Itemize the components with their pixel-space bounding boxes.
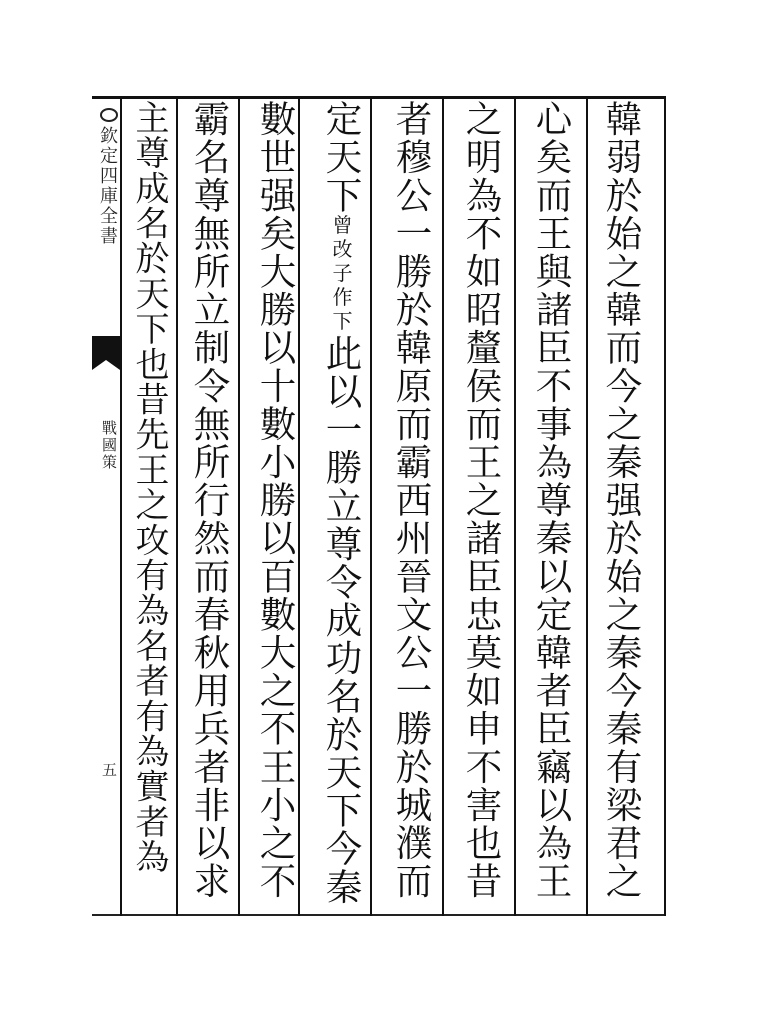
text-column-4: 者穆公一勝於韓原而霸西州晉文公一勝於城濮而 xyxy=(390,100,433,901)
text-column-5 xyxy=(316,100,366,920)
frame-bottom-border xyxy=(92,914,666,916)
column-5-continued-text: 此以一勝立尊令成功名於天下今秦 xyxy=(320,334,363,906)
fish-tail-mark-icon xyxy=(92,336,120,360)
text-column-7: 霸名尊無所立制令無所行然而春秋用兵者非以求 xyxy=(188,100,231,901)
margin-page-number: 五 xyxy=(100,762,118,779)
text-column-1: 韓弱於始之韓而今之秦强於始之秦今秦有梁君之 xyxy=(600,100,643,901)
column-rule xyxy=(176,96,178,916)
column-5-main-text: 定天下 xyxy=(320,100,363,215)
margin-book-title: 戰國策 xyxy=(100,420,118,471)
seal-mark-icon xyxy=(100,108,118,122)
margin-title: 欽定四庫全書 xyxy=(97,126,118,246)
frame-top-border xyxy=(92,96,666,99)
frame-right-border xyxy=(664,96,666,916)
text-column-3: 之明為不如昭釐侯而王之諸臣忠莫如申不害也昔 xyxy=(460,100,503,901)
column-rule xyxy=(586,96,588,916)
text-column-6: 數世强矣大勝以十數小勝以百數大之不王小之不 xyxy=(254,100,297,901)
editorial-note: 曾改子作下 xyxy=(329,214,353,335)
margin-rule xyxy=(120,96,122,916)
text-column-2: 心矣而王與諸臣不事為尊秦以定韓者臣竊以為王 xyxy=(530,100,573,901)
column-rule xyxy=(238,96,240,916)
column-rule xyxy=(370,96,372,916)
column-rule xyxy=(442,96,444,916)
text-column-8: 主尊成名於天下也昔先王之攻有為名者有為實者為 xyxy=(129,100,169,875)
column-rule xyxy=(514,96,516,916)
